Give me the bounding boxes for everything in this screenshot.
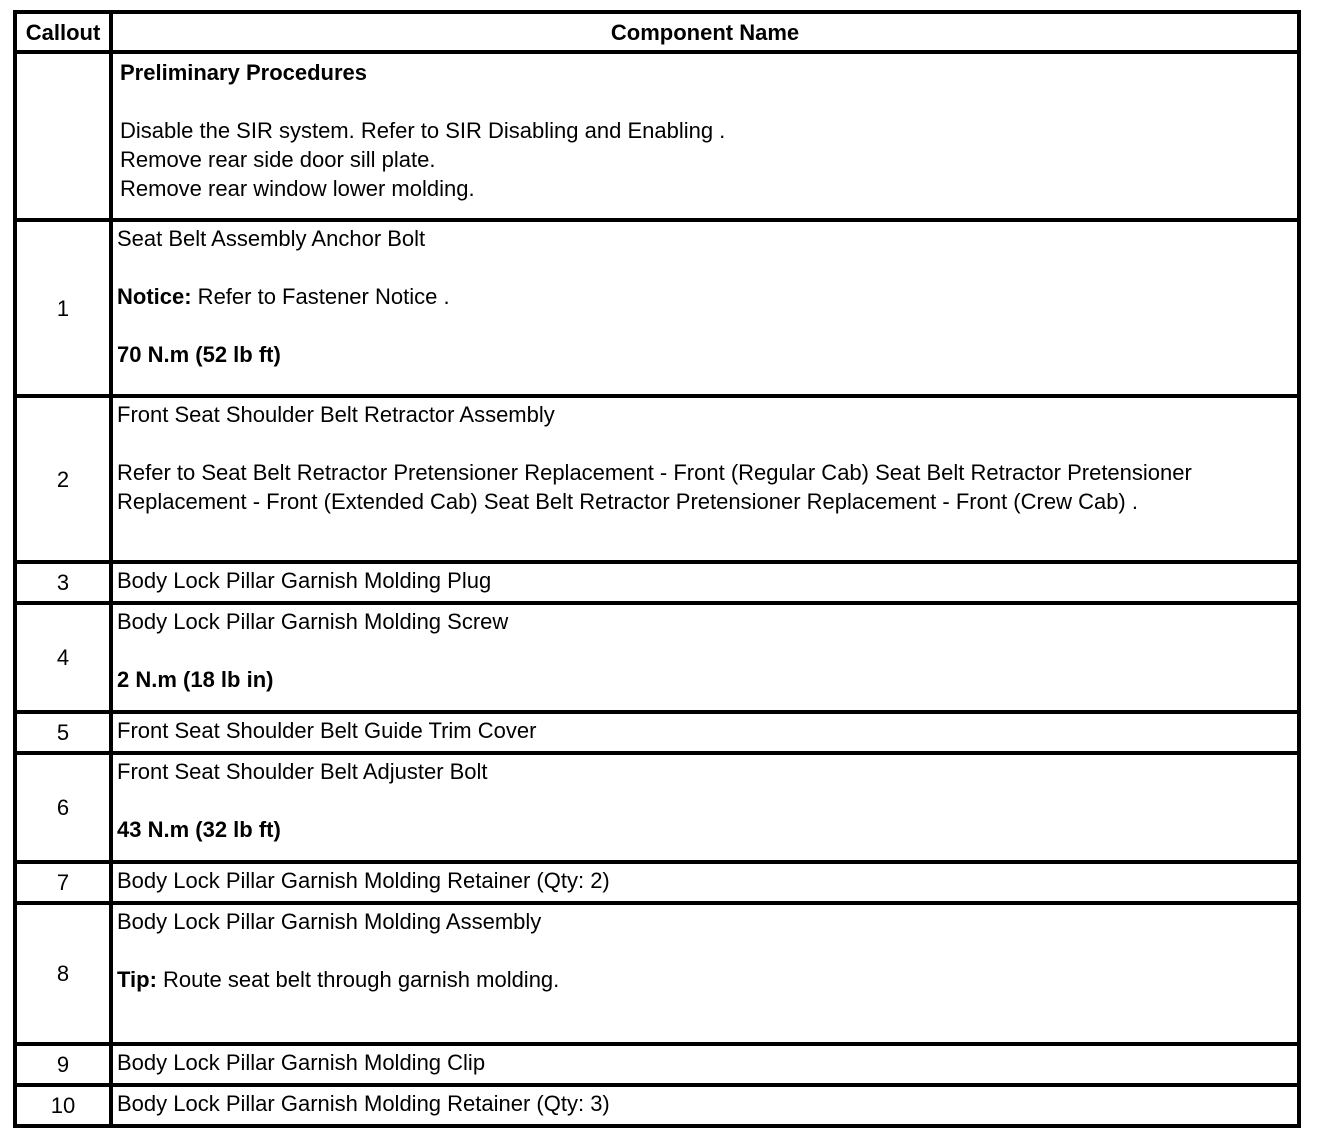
component-name: Front Seat Shoulder Belt Adjuster Bolt <box>117 759 488 784</box>
preliminary-title: Preliminary Procedures <box>120 60 368 85</box>
callout-number: 10 <box>15 1085 111 1126</box>
component-cell <box>111 903 1299 1044</box>
component-name: Body Lock Pillar Garnish Molding Plug <box>117 568 492 593</box>
component-cell <box>111 712 1299 753</box>
component-cell <box>111 1044 1299 1085</box>
component-name: Body Lock Pillar Garnish Molding Retainer (Qty: 2) <box>117 868 610 893</box>
torque-spec: 43 N.m (32 lb ft) <box>117 817 281 842</box>
header-callout: Callout <box>15 12 111 52</box>
callout-number: 8 <box>15 903 111 1044</box>
notice-label: Notice: <box>117 284 192 309</box>
reference-text: Refer to Seat Belt Retractor Pretensioner Replacement - Front (Regular Cab) Seat Belt Retractor Pretensioner Replacement - Front (Extended Cab) Seat Belt Retractor Pretensioner Replacement - Front (Crew Cab) . <box>117 460 1192 514</box>
preliminary-step: Remove rear side door sill plate. <box>120 147 436 172</box>
table-row <box>15 753 1299 862</box>
callout-number: 2 <box>15 396 111 562</box>
component-name: Front Seat Shoulder Belt Retractor Assembly <box>117 402 555 427</box>
torque-spec: 70 N.m (52 lb ft) <box>117 342 281 367</box>
tip-label: Tip: <box>117 967 157 992</box>
notice <box>117 282 1291 311</box>
component-cell <box>111 220 1299 396</box>
callout-number: 6 <box>15 753 111 862</box>
preliminary-cell <box>111 52 1299 220</box>
component-cell <box>111 862 1299 903</box>
component-cell <box>111 753 1299 862</box>
tip-text: Route seat belt through garnish molding. <box>156 967 560 992</box>
table-row <box>15 1044 1299 1085</box>
preliminary-step: Disable the SIR system. Refer to SIR Disabling and Enabling . <box>120 118 726 143</box>
component-cell <box>111 396 1299 562</box>
table-row <box>15 903 1299 1044</box>
component-name: Front Seat Shoulder Belt Guide Trim Cover <box>117 718 537 743</box>
table-row <box>15 562 1299 603</box>
component-name: Body Lock Pillar Garnish Molding Clip <box>117 1050 486 1075</box>
component-name: Seat Belt Assembly Anchor Bolt <box>117 226 426 251</box>
callout-number: 4 <box>15 603 111 712</box>
callout-number: 5 <box>15 712 111 753</box>
torque-spec: 2 N.m (18 lb in) <box>117 667 274 692</box>
component-cell <box>111 1085 1299 1126</box>
tip <box>117 965 1291 994</box>
component-name: Body Lock Pillar Garnish Molding Retainer (Qty: 3) <box>117 1091 610 1116</box>
table-row <box>15 220 1299 396</box>
table-row <box>15 603 1299 712</box>
component-cell <box>111 562 1299 603</box>
header-row <box>15 12 1299 52</box>
notice-text: Refer to Fastener Notice . <box>191 284 450 309</box>
preliminary-row <box>15 52 1299 220</box>
callout-number: 1 <box>15 220 111 396</box>
callout-number: 7 <box>15 862 111 903</box>
component-name: Body Lock Pillar Garnish Molding Assembly <box>117 909 542 934</box>
preliminary-step: Remove rear window lower molding. <box>120 176 475 201</box>
table-row <box>15 862 1299 903</box>
table-row <box>15 396 1299 562</box>
table-row <box>15 1085 1299 1126</box>
component-table <box>13 10 1301 1128</box>
component-name: Body Lock Pillar Garnish Molding Screw <box>117 609 509 634</box>
table-row <box>15 712 1299 753</box>
header-component-name: Component Name <box>111 12 1299 52</box>
callout-number: 9 <box>15 1044 111 1085</box>
callout-cell <box>15 52 111 220</box>
component-cell <box>111 603 1299 712</box>
callout-number: 3 <box>15 562 111 603</box>
